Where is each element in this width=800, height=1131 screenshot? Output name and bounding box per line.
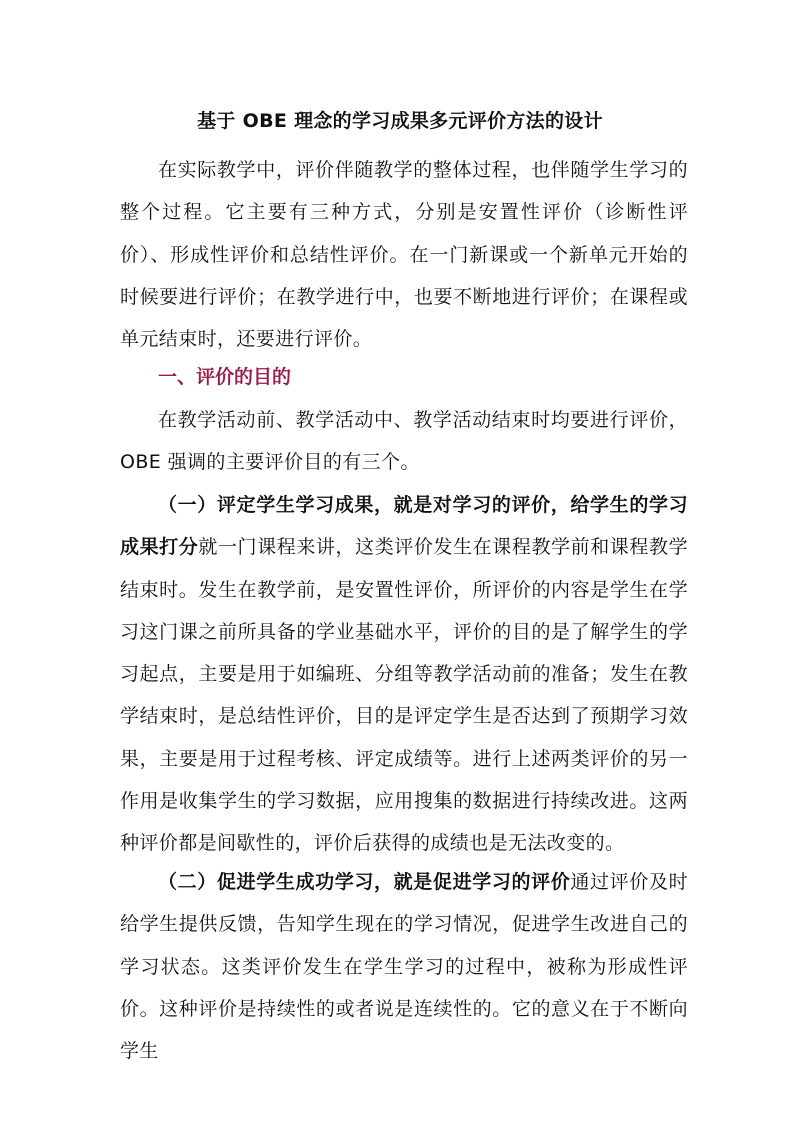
item1-bold-lead: （一）评定学生学习成果，就是对学习的评价，给学生的学习成果打分	[120, 494, 688, 559]
document-title: 基于 OBE 理念的学习成果多元评价方法的设计	[197, 110, 603, 132]
item2-bold-lead: （二）促进学生成功学习，就是促进学习的评价	[158, 871, 571, 893]
item1-text: 就一门课程来讲，这类评价发生在课程教学前和课程教学结束时。发生在教学前，是安置性评价，所评价的内容是学生在学习这门课之前所具备的学业基础水平，评价的目的是了解学生的学习起点，主要是用于如编班、分组等教学活动前的准备；发生在教学结束时，是总结性评价，目的是评定学生是否达到了预期学习效果，主要是用于过程考核、评定成绩等。进行上述两类评价的另一作用是收集学生的学习数据，应用搜集的数据进行持续改进。这两种评价都是间歇性的，评价后获得的成绩也是无法改变的。	[120, 536, 688, 855]
item2-paragraph	[120, 861, 688, 1072]
item2-text: 通过评价及时给学生提供反馈，告知学生现在的学习情况，促进学生改进自己的学习状态。这类评价发生在学生学习的过程中，被称为形成性评价。这种评价是持续性的或者说是连续性的。它的意义在于不断向学生	[120, 871, 688, 1063]
item1-paragraph	[120, 484, 688, 865]
intro-paragraph: 在实际教学中，评价伴随教学的整体过程，也伴随学生学习的整个过程。它主要有三种方式，分别是安置性评价（诊断性评价）、形成性评价和总结性评价。在一门新课或一个新单元开始的时候要进行评价；在教学进行中，也要不断地进行评价；在课程或单元结束时，还要进行评价。	[120, 159, 688, 351]
section1-paragraph: 在教学活动前、教学活动中、教学活动结束时均要进行评价，OBE 强调的主要评价目的有三个。	[120, 409, 688, 474]
section-heading-purpose: 一、评价的目的	[158, 366, 292, 388]
